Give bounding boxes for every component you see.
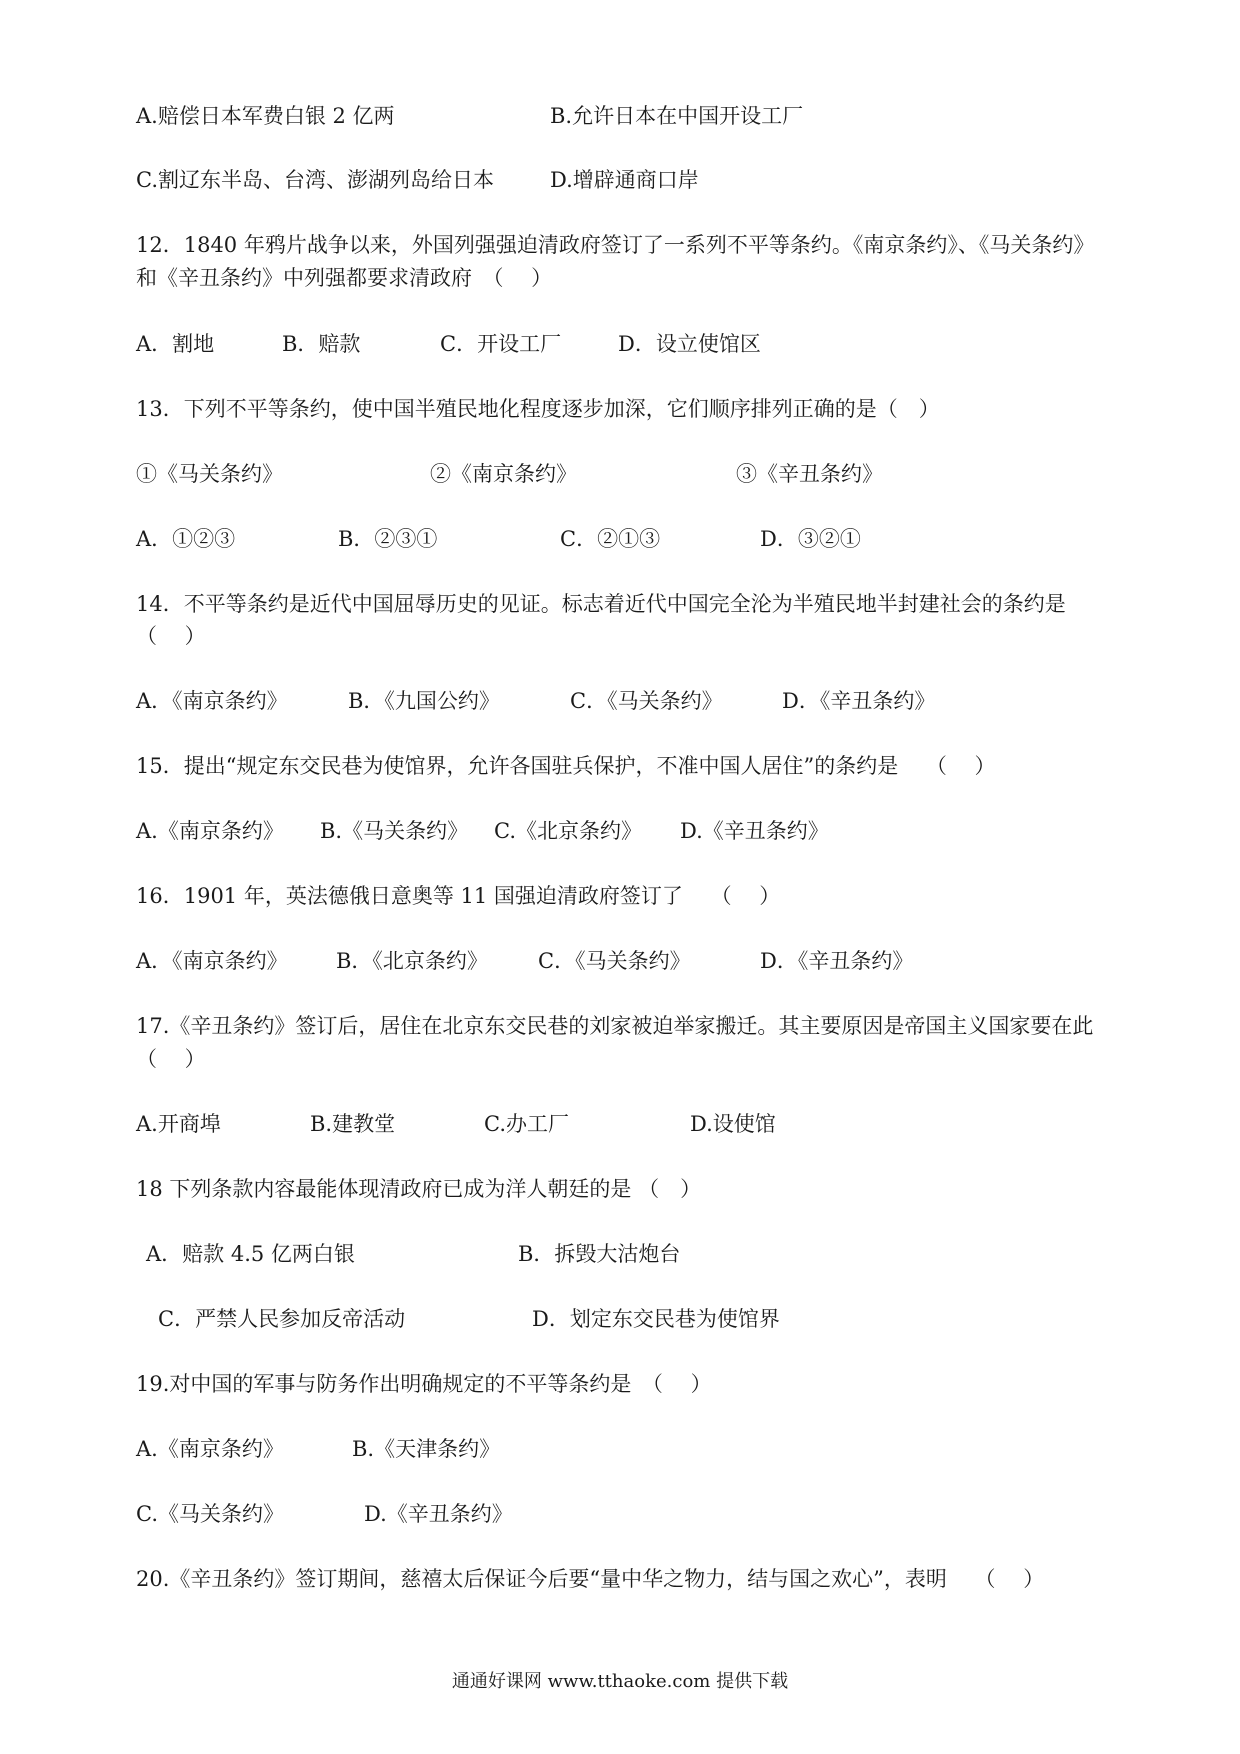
q14-option-d: D．《辛丑条约》: [782, 689, 936, 713]
q13-item-3: ③《辛丑条约》: [736, 462, 883, 486]
q19-stem: 19.对中国的军事与防务作出明确规定的不平等条约是 （ ）: [136, 1372, 712, 1396]
q19-option-d: D.《辛丑条约》: [364, 1502, 513, 1526]
q13-option-c: C．②①③: [560, 527, 661, 551]
q12-option-c: C．开设工厂: [440, 332, 562, 356]
q11-option-a: A.赔偿日本军费白银 2 亿两: [136, 104, 395, 128]
q15-stem: 15．提出“规定东交民巷为使馆界，允许各国驻兵保护，不准中国人居住”的条约是 （ ）: [136, 754, 996, 778]
q16-option-b: B．《北京条约》: [336, 949, 488, 973]
q11-option-d: D.增辟通商口岸: [550, 168, 699, 192]
q17-stem-line-1: 17.《辛丑条约》签订后，居住在北京东交民巷的刘家被迫举家搬迁。其主要原因是帝国主义国家要在此: [136, 1014, 1094, 1038]
q11-option-c: C.割辽东半岛、台湾、澎湖列岛给日本: [136, 168, 494, 192]
q13-item-1: ①《马关条约》: [136, 462, 283, 486]
q13-item-2: ②《南京条约》: [430, 462, 577, 486]
q13-stem: 13．下列不平等条约，使中国半殖民地化程度逐步加深，它们顺序排列正确的是（ ）: [136, 397, 940, 421]
q15-option-b: B.《马关条约》: [320, 819, 469, 843]
q15-option-a: A.《南京条约》: [136, 819, 284, 843]
q19-option-c: C.《马关条约》: [136, 1502, 284, 1526]
q15-option-d: D.《辛丑条约》: [680, 819, 829, 843]
q16-stem: 16．1901 年，英法德俄日意奥等 11 国强迫清政府签订了 （ ）: [136, 884, 781, 908]
q13-option-b: B．②③①: [338, 527, 438, 551]
q12-stem-line-2: 和《辛丑条约》中列强都要求清政府 （ ）: [136, 266, 553, 290]
q16-option-a: A．《南京条约》: [136, 949, 288, 973]
q12-option-a: A．割地: [136, 332, 215, 356]
q12-stem-line-1: 12．1840 年鸦片战争以来，外国列强强迫清政府签订了一系列不平等条约。《南京条约》、《马关条约》: [136, 233, 1095, 257]
q12-option-b: B．赔款: [282, 332, 361, 356]
q15-option-c: C.《北京条约》: [494, 819, 642, 843]
q13-option-a: A．①②③: [136, 527, 236, 551]
q16-option-c: C．《马关条约》: [538, 949, 691, 973]
q18-option-d: D．划定东交民巷为使馆界: [532, 1307, 780, 1331]
q11-option-b: B.允许日本在中国开设工厂: [550, 104, 804, 128]
q19-option-b: B.《天津条约》: [352, 1437, 501, 1461]
q14-option-a: A．《南京条约》: [136, 689, 288, 713]
q13-option-d: D．③②①: [760, 527, 861, 551]
q14-option-c: C．《马关条约》: [570, 689, 723, 713]
q17-option-b: B.建教堂: [310, 1112, 396, 1136]
q19-option-a: A.《南京条约》: [136, 1437, 284, 1461]
q20-stem: 20.《辛丑条约》签订期间，慈禧太后保证今后要“量中华之物力，结与国之欢心”，表明 （ ）: [136, 1567, 1045, 1591]
q17-option-a: A.开商埠: [136, 1112, 221, 1136]
q12-option-d: D．设立使馆区: [618, 332, 761, 356]
q16-option-d: D．《辛丑条约》: [760, 949, 914, 973]
q18-stem: 18 下列条款内容最能体现清政府已成为洋人朝廷的是 （ ）: [136, 1177, 702, 1201]
page-footer: 通通好课网 www.tthaoke.com 提供下载: [451, 1671, 789, 1692]
q18-option-a: A．赔款 4.5 亿两白银: [146, 1242, 355, 1266]
q14-option-b: B．《九国公约》: [348, 689, 500, 713]
q18-option-c: C．严禁人民参加反帝活动: [158, 1307, 406, 1331]
q17-stem-line-2: （ ）: [136, 1047, 206, 1071]
q14-stem-line-2: （ ）: [136, 624, 206, 648]
q17-option-c: C.办工厂: [484, 1112, 569, 1136]
q14-stem-line-1: 14．不平等条约是近代中国屈辱历史的见证。标志着近代中国完全沦为半殖民地半封建社会的条约是: [136, 592, 1066, 616]
q17-option-d: D.设使馆: [690, 1112, 776, 1136]
q18-option-b: B．拆毁大沽炮台: [518, 1242, 681, 1266]
